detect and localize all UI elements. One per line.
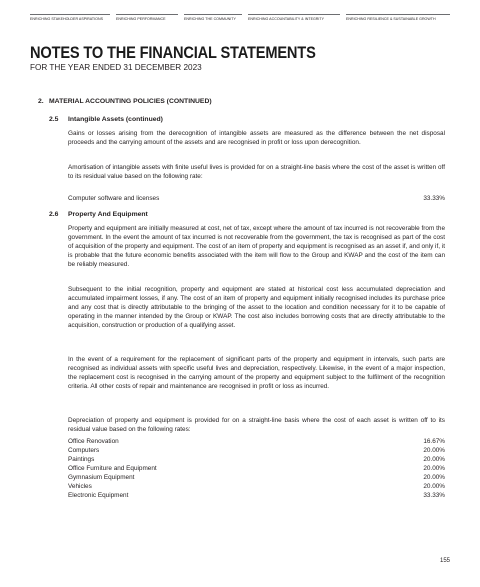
nav-stakeholder-aspirations[interactable]: ENRICHING STAKEHOLDER ASPIRATIONS <box>30 14 110 22</box>
rate-label: Computer software and licenses <box>68 195 160 202</box>
rate-value: 20.00% <box>423 483 445 490</box>
nav-performance[interactable]: ENRICHING PERFORMANCE <box>116 14 178 22</box>
paragraph: Depreciation of property and equipment is provided for on a straight-line basis where the cost of each asset is written off to its residual value based on the following rates: <box>68 417 445 434</box>
paragraph: In the event of a requirement for the replacement of significant parts of the property and equipment in intervals, such parts are recognised as individual assets with specific useful lives and depreciation, respectively. Likewise, in the event of a major inspection, the replacement cost is recognised in the carrying amount of the property and equipment subject to the fulfilment of the recognition criteria. All other costs of repair and maintenance are recognised in profit or loss as incurred. <box>68 356 445 391</box>
paragraph: Property and equipment are initially measured at cost, net of tax, except where the amount of tax incurred is not recoverable from the government. In the event the amount of tax incurred is not recoverable from the government, the tax is recognised as part of the cost of acquisition of the property and equipment. The cost of an item of property and equipment is recognised as an asset if, and only if, it is probable that the future economic benefits associated with the item will flow to the Group and KWAP and the cost of the item can be reliably measured. <box>68 225 445 269</box>
section-heading <box>38 97 212 106</box>
section-number: 2. <box>38 98 44 105</box>
rate-value: 20.00% <box>423 447 445 454</box>
rate-label: Electronic Equipment <box>68 492 129 499</box>
paragraph: Amortisation of intangible assets with finite useful lives is provided for on a straight-line basis where the cost of the asset is written off to its residual value based on the following rate: <box>68 164 445 181</box>
page-number: 155 <box>439 558 450 564</box>
rate-value: 20.00% <box>423 465 445 472</box>
rate-row <box>68 465 445 474</box>
rate-value: 20.00% <box>423 474 445 481</box>
subsection-heading-intangible <box>49 115 163 124</box>
paragraph: Gains or losses arising from the derecognition of intangible assets are measured as the difference between the net disposal proceeds and the carrying amount of the assets and are recognised in profit or loss upon derecognition. <box>68 130 445 147</box>
rate-value: 20.00% <box>423 456 445 463</box>
rate-value: 16.67% <box>423 438 445 445</box>
rate-label: Gymnasium Equipment <box>68 474 135 481</box>
rate-label: Computers <box>68 447 100 454</box>
top-navigation <box>30 14 450 22</box>
page-title: NOTES TO THE FINANCIAL STATEMENTS <box>30 43 316 62</box>
rate-label: Paintings <box>68 456 95 463</box>
subsection-title: Intangible Assets (continued) <box>68 116 163 123</box>
subsection-title: Property And Equipment <box>68 211 148 218</box>
subsection-number: 2.5 <box>49 116 59 123</box>
rate-value: 33.33% <box>423 195 445 202</box>
subsection-heading-ppe <box>49 210 148 219</box>
rate-row <box>68 195 445 204</box>
rate-label: Office Renovation <box>68 438 119 445</box>
paragraph: Subsequent to the initial recognition, property and equipment are stated at historical cost less accumulated depreciation and accumulated impairment losses, if any. The cost of an item of property and equipment initially recognised includes its purchase price and any cost that is directly attributable to the bringing of the asset to the location and condition necessary for it to be capable of operating in the manner intended by the Group or KWAP. The cost also includes borrowing costs that are directly attributable to the acquisition, construction or production of a qualifying asset. <box>68 286 445 330</box>
nav-accountability-integrity[interactable]: ENRICHING ACCOUNTABILITY & INTEGRITY <box>248 14 340 22</box>
rate-row <box>68 474 445 483</box>
rate-row <box>68 492 445 501</box>
nav-resilience-growth[interactable]: ENRICHING RESILIENCE & SUSTAINABLE GROWTH <box>346 14 450 22</box>
rate-value: 33.33% <box>423 492 445 499</box>
nav-community[interactable]: ENRICHING THE COMMUNITY <box>184 14 242 22</box>
page-subtitle: FOR THE YEAR ENDED 31 DECEMBER 2023 <box>30 63 202 72</box>
subsection-number: 2.6 <box>49 211 59 218</box>
rate-row <box>68 438 445 447</box>
rate-row <box>68 456 445 465</box>
rate-row <box>68 483 445 492</box>
rate-row <box>68 447 445 456</box>
rate-label: Office Furniture and Equipment <box>68 465 157 472</box>
section-title: MATERIAL ACCOUNTING POLICIES (CONTINUED) <box>49 98 212 105</box>
rate-label: Vehicles <box>68 483 92 490</box>
